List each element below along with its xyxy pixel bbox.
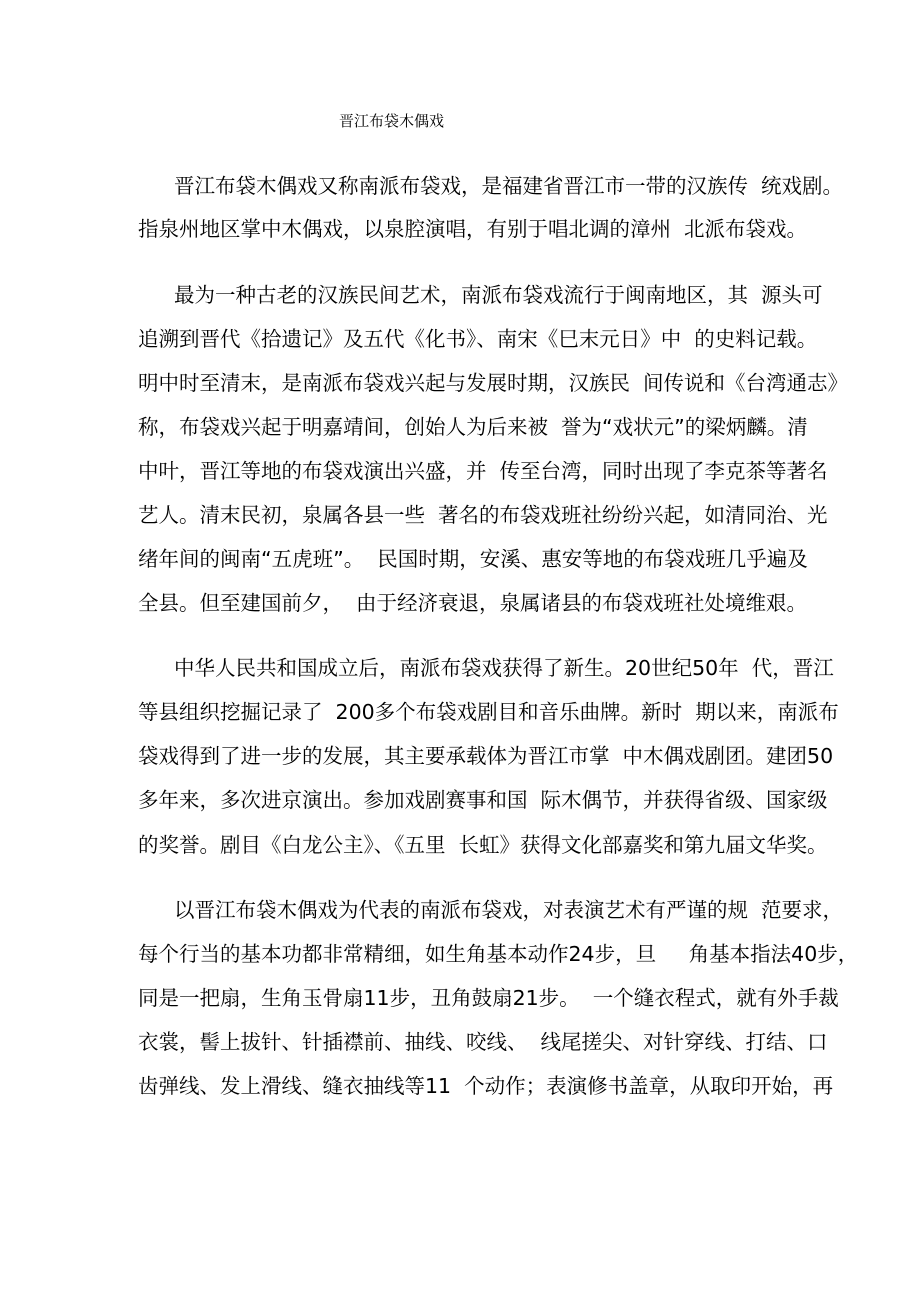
paragraph-line: 等县组织挖掘记录了 200多个布袋戏剧目和音乐曲牌。新时 期以来，南派布	[138, 700, 839, 724]
paragraph-line: 追溯到晋代《拾遗记》及五代《化书》、南宋《巳末元日》中 的史料记载。	[138, 327, 818, 351]
paragraph-line: 称，布袋戏兴起于明嘉靖间，创始人为后来被 誉为“戏状元”的梁炳麟。清	[138, 415, 808, 439]
paragraph-line: 最为一种古老的汉族民间艺术，南派布袋戏流行于闽南地区，其 源头可	[174, 283, 823, 307]
paragraph-line: 的奖誉。剧目《白龙公主》、《五里 长虹》获得文化部嘉奖和第九届文华奖。	[138, 833, 828, 857]
paragraph-line: 同是一把扇，生角玉骨扇11步，丑角鼓扇21步。 一个缝衣程式，就有外手裁	[138, 986, 839, 1010]
paragraph-line: 齿弹线、发上滑线、缝衣抽线等11 个动作；表演修书盖章，从取印开始，再	[138, 1074, 834, 1098]
paragraph-line: 指泉州地区掌中木偶戏，以泉腔演唱，有别于唱北调的漳州 北派布袋戏。	[138, 217, 808, 241]
paragraph-line: 全县。但至建国前夕， 由于经济衰退，泉属诸县的布袋戏班社处境维艰。	[138, 591, 808, 615]
paragraph-line: 中叶，晋江等地的布袋戏演出兴盛，并 传至台湾，同时出现了李克茶等著名	[138, 459, 828, 483]
paragraph-line: 明中时至清末，是南派布袋戏兴起与发展时期，汉族民 间传说和《台湾通志》	[138, 371, 849, 395]
paragraph-line: 多年来，多次进京演出。参加戏剧赛事和国 际木偶节，并获得省级、国家级	[138, 788, 828, 812]
paragraph-line: 衣裳，髻上拔针、针插襟前、抽线、咬线、 线尾搓尖、对针穿线、打结、口	[138, 1030, 828, 1054]
paragraph-line: 中华人民共和国成立后，南派布袋戏获得了新生。20世纪50年 代，晋江	[174, 656, 834, 680]
paragraph-line: 以晋江布袋木偶戏为代表的南派布袋戏，对表演艺术有严谨的规 范要求，	[174, 898, 844, 922]
paragraph-line: 袋戏得到了进一步的发展，其主要承载体为晋江市掌 中木偶戏剧团。建团50	[138, 744, 834, 768]
document-title: 晋江布袋木偶戏	[339, 112, 445, 130]
paragraph-line: 晋江布袋木偶戏又称南派布袋戏，是福建省晋江市一带的汉族传 统戏剧。	[174, 174, 844, 198]
paragraph-line: 艺人。清末民初，泉属各县一些 著名的布袋戏班社纷纷兴起，如清同治、光	[138, 503, 828, 527]
paragraph-line: 每个行当的基本功都非常精细，如生角基本动作24步，旦 角基本指法40步，	[138, 942, 859, 966]
paragraph-line: 绪年间的闽南“五虎班”。 民国时期，安溪、惠安等地的布袋戏班几乎遍及	[138, 547, 808, 571]
